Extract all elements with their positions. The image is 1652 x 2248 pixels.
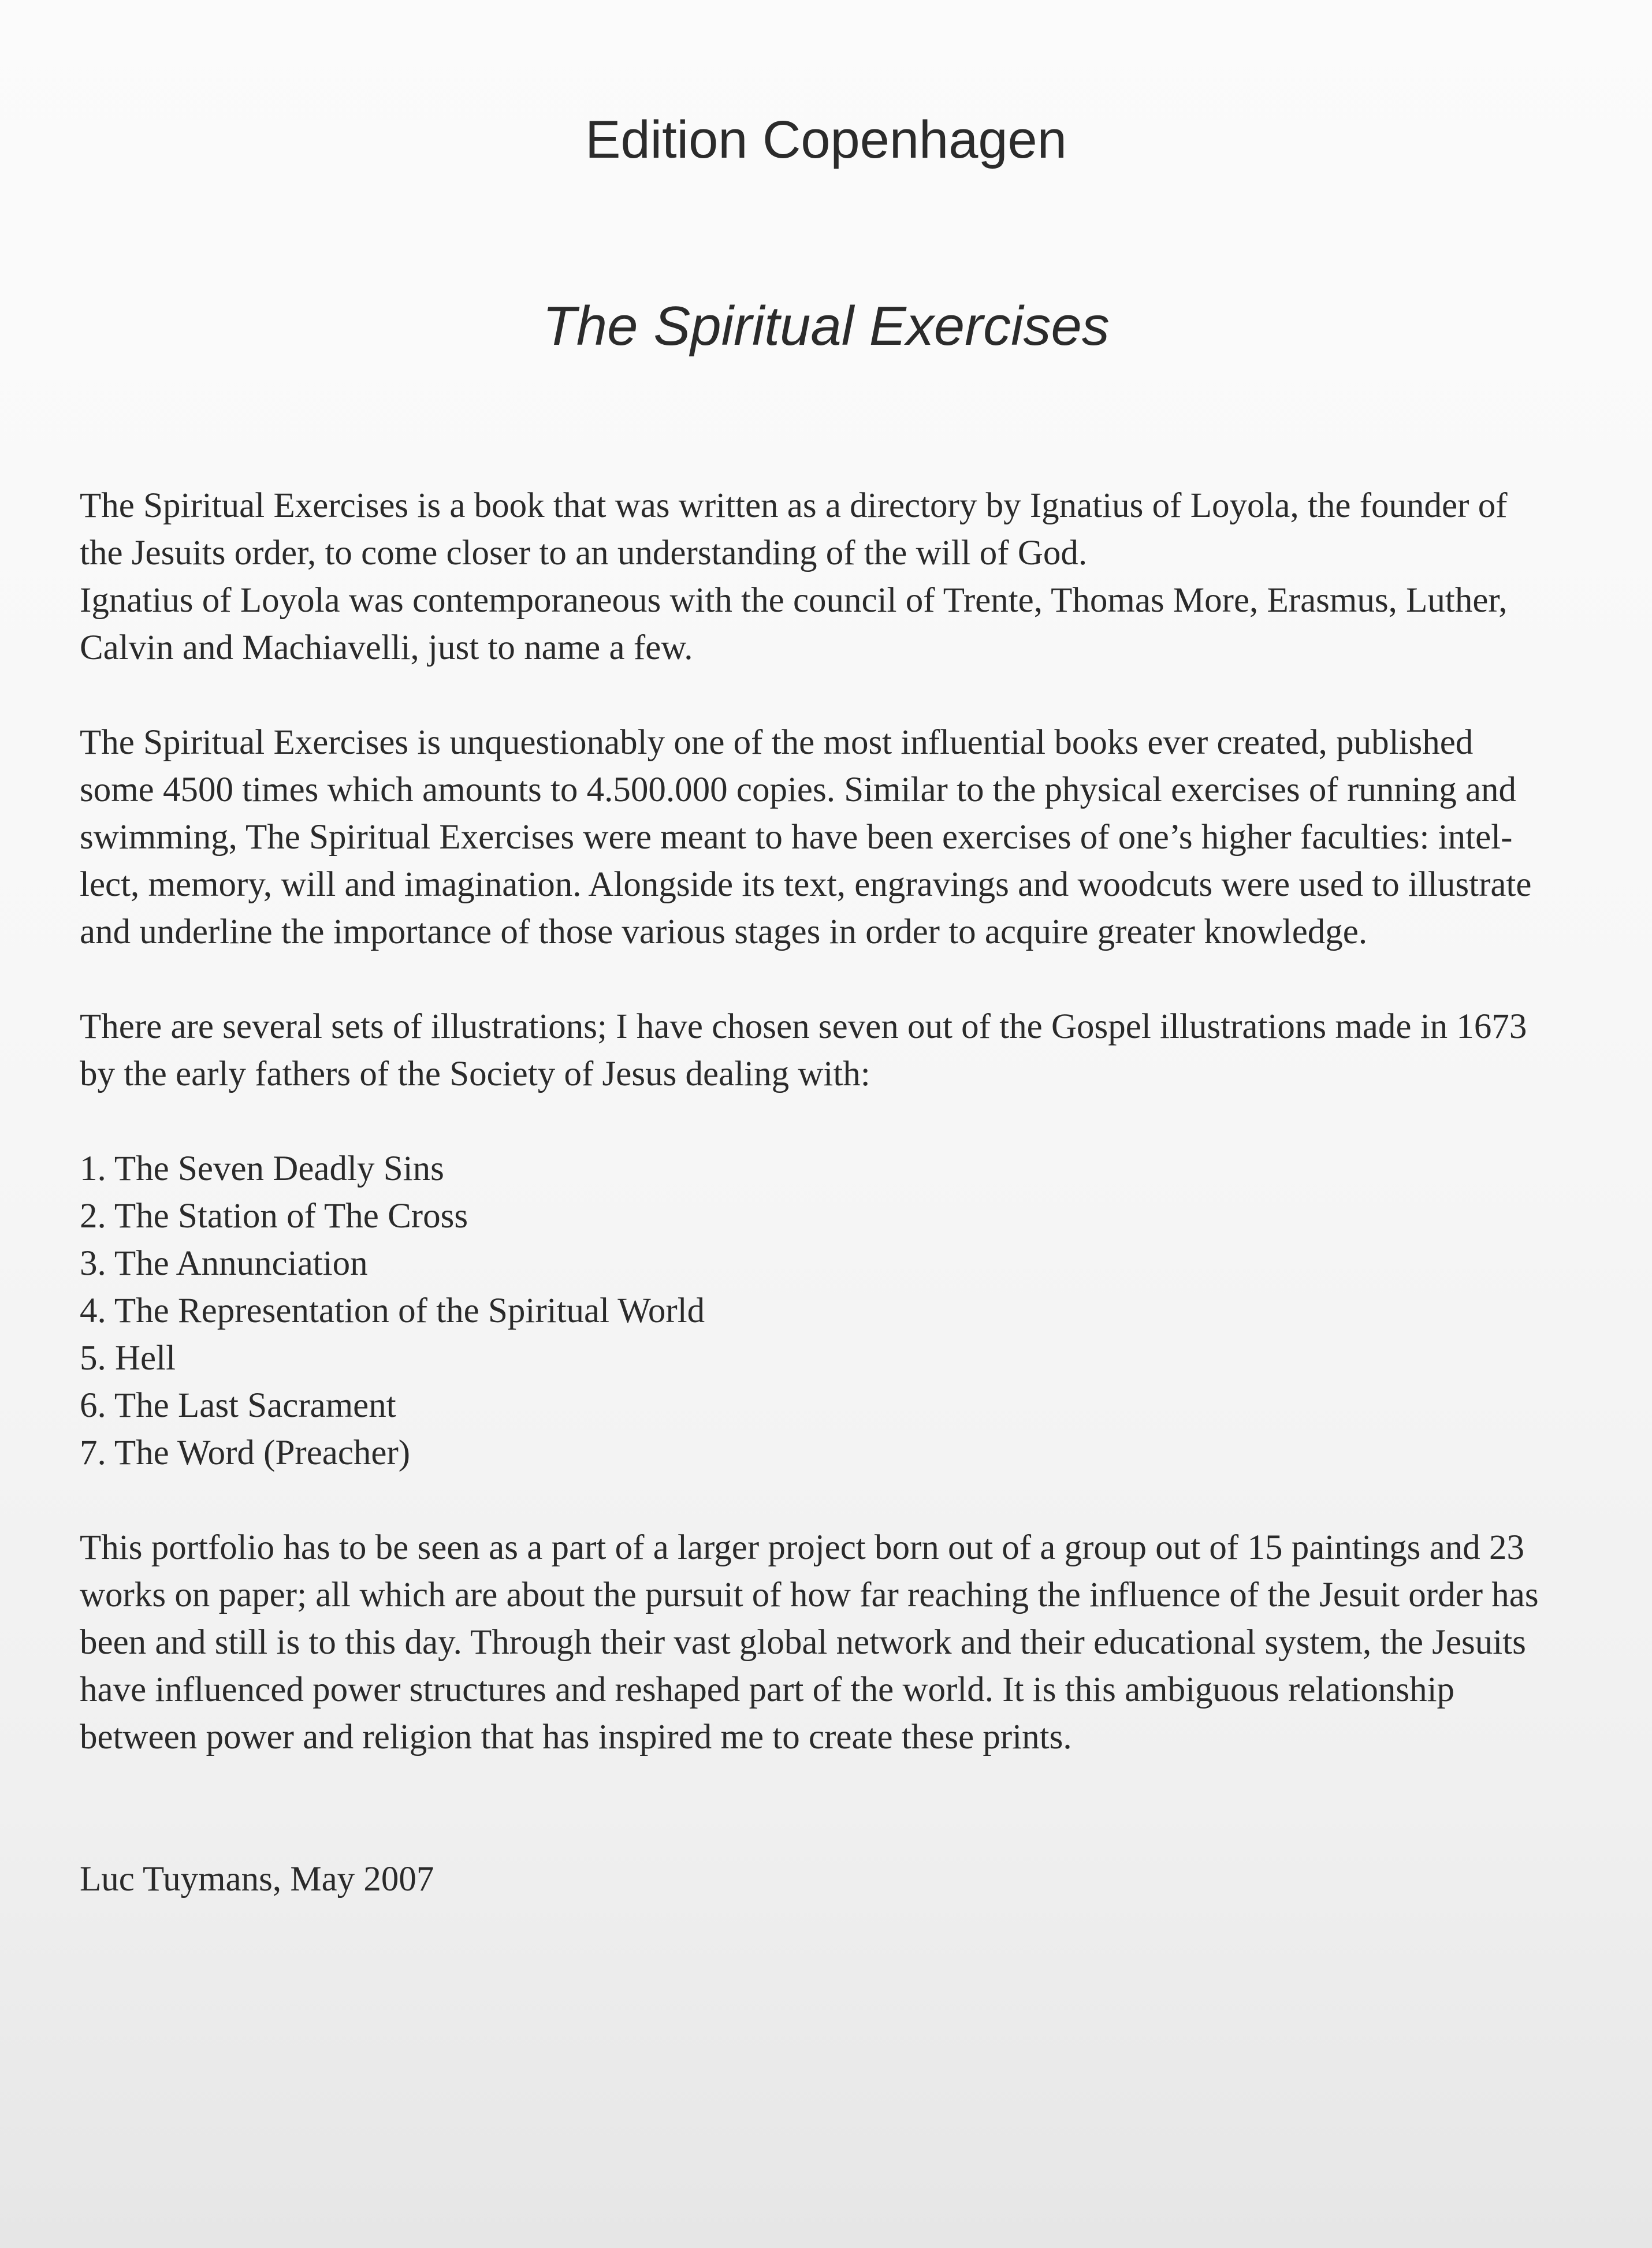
text-line: lect, memory, will and imagination. Alongside its text, engravings and woodcuts were used to illustrate <box>80 865 1532 904</box>
closing-paragraph <box>80 1524 1582 1761</box>
intro-paragraph <box>80 482 1582 672</box>
list-item: 4. The Representation of the Spiritual World <box>80 1292 705 1330</box>
list-item: 1. The Seven Deadly Sins <box>80 1149 444 1188</box>
publisher-heading: Edition Copenhagen <box>585 110 1067 169</box>
list-item: 6. The Last Sacrament <box>80 1386 396 1425</box>
illustrations-intro-paragraph <box>80 1003 1582 1098</box>
text-line: There are several sets of illustrations; I have chosen seven out of the Gospel illustrations made in 1673 <box>80 1007 1527 1046</box>
text-line: have influenced power structures and reshaped part of the world. It is this ambiguous relationship <box>80 1670 1455 1709</box>
text-line: between power and religion that has inspired me to create these prints. <box>80 1718 1072 1756</box>
text-line: some 4500 times which amounts to 4.500.000 copies. Similar to the physical exercises of running and <box>80 771 1517 809</box>
list-item: 3. The Annunciation <box>80 1244 368 1283</box>
list-item: 5. Hell <box>80 1339 176 1378</box>
text-line: This portfolio has to be seen as a part of a larger project born out of a group out of 15 paintings and 23 <box>80 1528 1524 1567</box>
signature: Luc Tuymans, May 2007 <box>80 1860 434 1899</box>
text-line: works on paper; all which are about the pursuit of how far reaching the influence of the Jesuit order has <box>80 1576 1539 1614</box>
text-line: The Spiritual Exercises is a book that was written as a directory by Ignatius of Loyola, the founder of <box>80 486 1508 525</box>
text-line: been and still is to this day. Through their vast global network and their educational system, the Jesuits <box>80 1623 1526 1662</box>
text-line: the Jesuits order, to come closer to an understanding of the will of God. <box>80 534 1088 572</box>
influence-paragraph <box>80 719 1582 956</box>
list-item: 2. The Station of The Cross <box>80 1197 468 1235</box>
body-text <box>80 482 1582 1903</box>
document-title: The Spiritual Exercises <box>542 295 1110 357</box>
illustrations-list <box>80 1145 1582 1477</box>
text-line: by the early fathers of the Society of Jesus dealing with: <box>80 1055 870 1093</box>
text-line: The Spiritual Exercises is unquestionably one of the most influential books ever created, published <box>80 723 1474 762</box>
text-line: and underline the importance of those various stages in order to acquire greater knowledge. <box>80 913 1368 951</box>
list-item: 7. The Word (Preacher) <box>80 1434 411 1472</box>
text-line: swimming, The Spiritual Exercises were meant to have been exercises of one’s higher faculties: intel- <box>80 818 1513 857</box>
text-line: Ignatius of Loyola was contemporaneous with the council of Trente, Thomas More, Erasmus, Luther, <box>80 581 1508 620</box>
text-line: Calvin and Machiavelli, just to name a few. <box>80 628 693 667</box>
